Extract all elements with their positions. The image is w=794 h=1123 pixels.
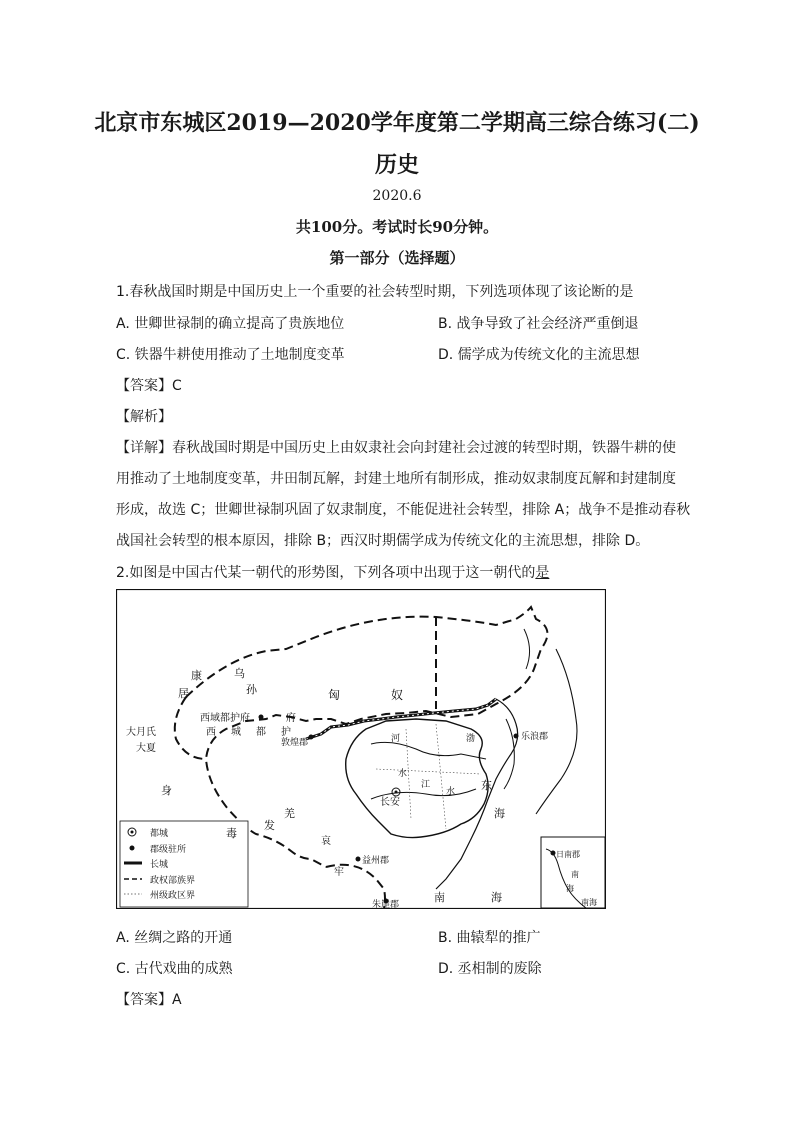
- legend-political-border: 政权部族界: [150, 876, 196, 886]
- map-label: 南海: [581, 898, 597, 907]
- map-label: 敦煌郡: [281, 738, 309, 748]
- map-label: 益州郡: [362, 856, 390, 866]
- legend-great-wall: 长城: [150, 860, 169, 870]
- map-label: 大夏: [136, 743, 156, 754]
- map-label: 长安: [380, 797, 400, 808]
- q2-stem-main: 2.如图是中国古代某一朝代的形势图，下列各项中出现于这一朝代的: [116, 565, 536, 581]
- map-label: 海: [566, 884, 574, 893]
- map-label: 哀: [321, 836, 331, 847]
- map-label: 东: [481, 779, 492, 792]
- map-label: 孙: [246, 683, 257, 696]
- exam-date: 2020.6: [372, 188, 422, 204]
- q1-stem: 1.春秋战国时期是中国历史上一个重要的社会转型时期，下列选项体现了该论断的是: [116, 284, 634, 300]
- map-label: 羌: [284, 807, 295, 820]
- q1-option-a: A. 世卿世禄制的确立提高了贵族地位: [116, 316, 345, 332]
- map-label: 城: [231, 727, 241, 738]
- q2-stem: [116, 562, 549, 582]
- map-label: 身: [161, 784, 172, 797]
- q2-option-b: B. 曲辕犁的推广: [438, 930, 541, 946]
- answer-value: A: [172, 992, 182, 1008]
- map-label: 乌: [234, 667, 245, 680]
- section-heading: 第一部分（选择题）: [329, 249, 465, 267]
- map-label: 康: [191, 669, 202, 682]
- map-label: 水: [398, 769, 408, 779]
- score-info: 共100分。考试时长90分钟。: [295, 218, 499, 236]
- map-label: 护: [281, 727, 291, 738]
- map-label: 匈: [328, 688, 341, 702]
- detail-text: 春秋战国时期是中国历史上由奴隶社会向封建社会过渡的转型时期，铁器牛耕的使: [172, 440, 676, 456]
- map-label: 日南郡: [556, 850, 580, 859]
- page-title: 北京市东城区2019—2020学年度第二学期高三综合练习(二): [94, 110, 700, 136]
- map-label: 海: [494, 807, 505, 820]
- answer-tag: 【答案】: [116, 378, 172, 394]
- map-label: 江: [421, 780, 431, 790]
- map-label: 府: [286, 713, 296, 724]
- q1-detail-line-2: 用推动了土地制度变革，井田制瓦解，封建土地所有制形成，推动奴隶制度瓦解和封建制度: [116, 471, 676, 487]
- q1-option-c: C. 铁器牛耕使用推动了土地制度变革: [116, 347, 345, 363]
- q2-option-c: C. 古代戏曲的成熟: [116, 961, 233, 977]
- map-label: 南: [434, 891, 445, 904]
- legend-commandery: 郡级驻所: [150, 845, 187, 855]
- map-label: 河: [391, 734, 401, 744]
- q2-option-a: A. 丝绸之路的开通: [116, 930, 233, 946]
- answer-value: C: [172, 378, 182, 394]
- q1-option-b: B. 战争导致了社会经济严重倒退: [438, 316, 639, 332]
- answer-tag: 【答案】: [116, 992, 172, 1008]
- subject-title: 历史: [374, 152, 419, 178]
- map-label: 南: [571, 870, 579, 879]
- q1-detail-line-1: [116, 437, 676, 457]
- map-label: 都: [256, 727, 266, 738]
- q1-detail-line-3: 形成，故选 C；世卿世禄制巩固了奴隶制度，不能促进社会转型，排除 A；战争不是推动春秋: [116, 502, 691, 518]
- detail-tag: 【详解】: [116, 440, 172, 456]
- map-label: 牢: [334, 867, 344, 878]
- han-dynasty-map: [116, 589, 606, 909]
- q2-answer: [116, 989, 182, 1009]
- map-label: 西: [206, 727, 216, 738]
- q1-option-d: D. 儒学成为传统文化的主流思想: [438, 347, 640, 363]
- q2-option-d: D. 丞相制的废除: [438, 961, 542, 977]
- map-label: 大月氏: [126, 727, 156, 738]
- map-label: 毒: [226, 827, 237, 840]
- map-label: 居: [178, 687, 189, 700]
- map-label: 渤: [466, 734, 476, 744]
- map-label: 海: [491, 891, 502, 904]
- q2-stem-end: 是: [535, 565, 550, 581]
- map-label: 乐浪郡: [521, 732, 549, 742]
- map-label: 朱崖郡: [372, 900, 400, 909]
- map-label: 西域都护府: [200, 713, 250, 724]
- map-label: 水: [446, 787, 456, 797]
- legend-province-border: 州级政区界: [150, 891, 196, 901]
- map-label: 发: [264, 819, 275, 832]
- q1-detail-line-4: 战国社会转型的根本原因，排除 B；西汉时期儒学成为传统文化的主流思想，排除 D。: [116, 533, 650, 549]
- q1-analysis-tag: 【解析】: [116, 409, 172, 425]
- legend-capital: 都城: [150, 829, 169, 839]
- map-label: 奴: [391, 688, 404, 702]
- q1-answer: [116, 375, 182, 395]
